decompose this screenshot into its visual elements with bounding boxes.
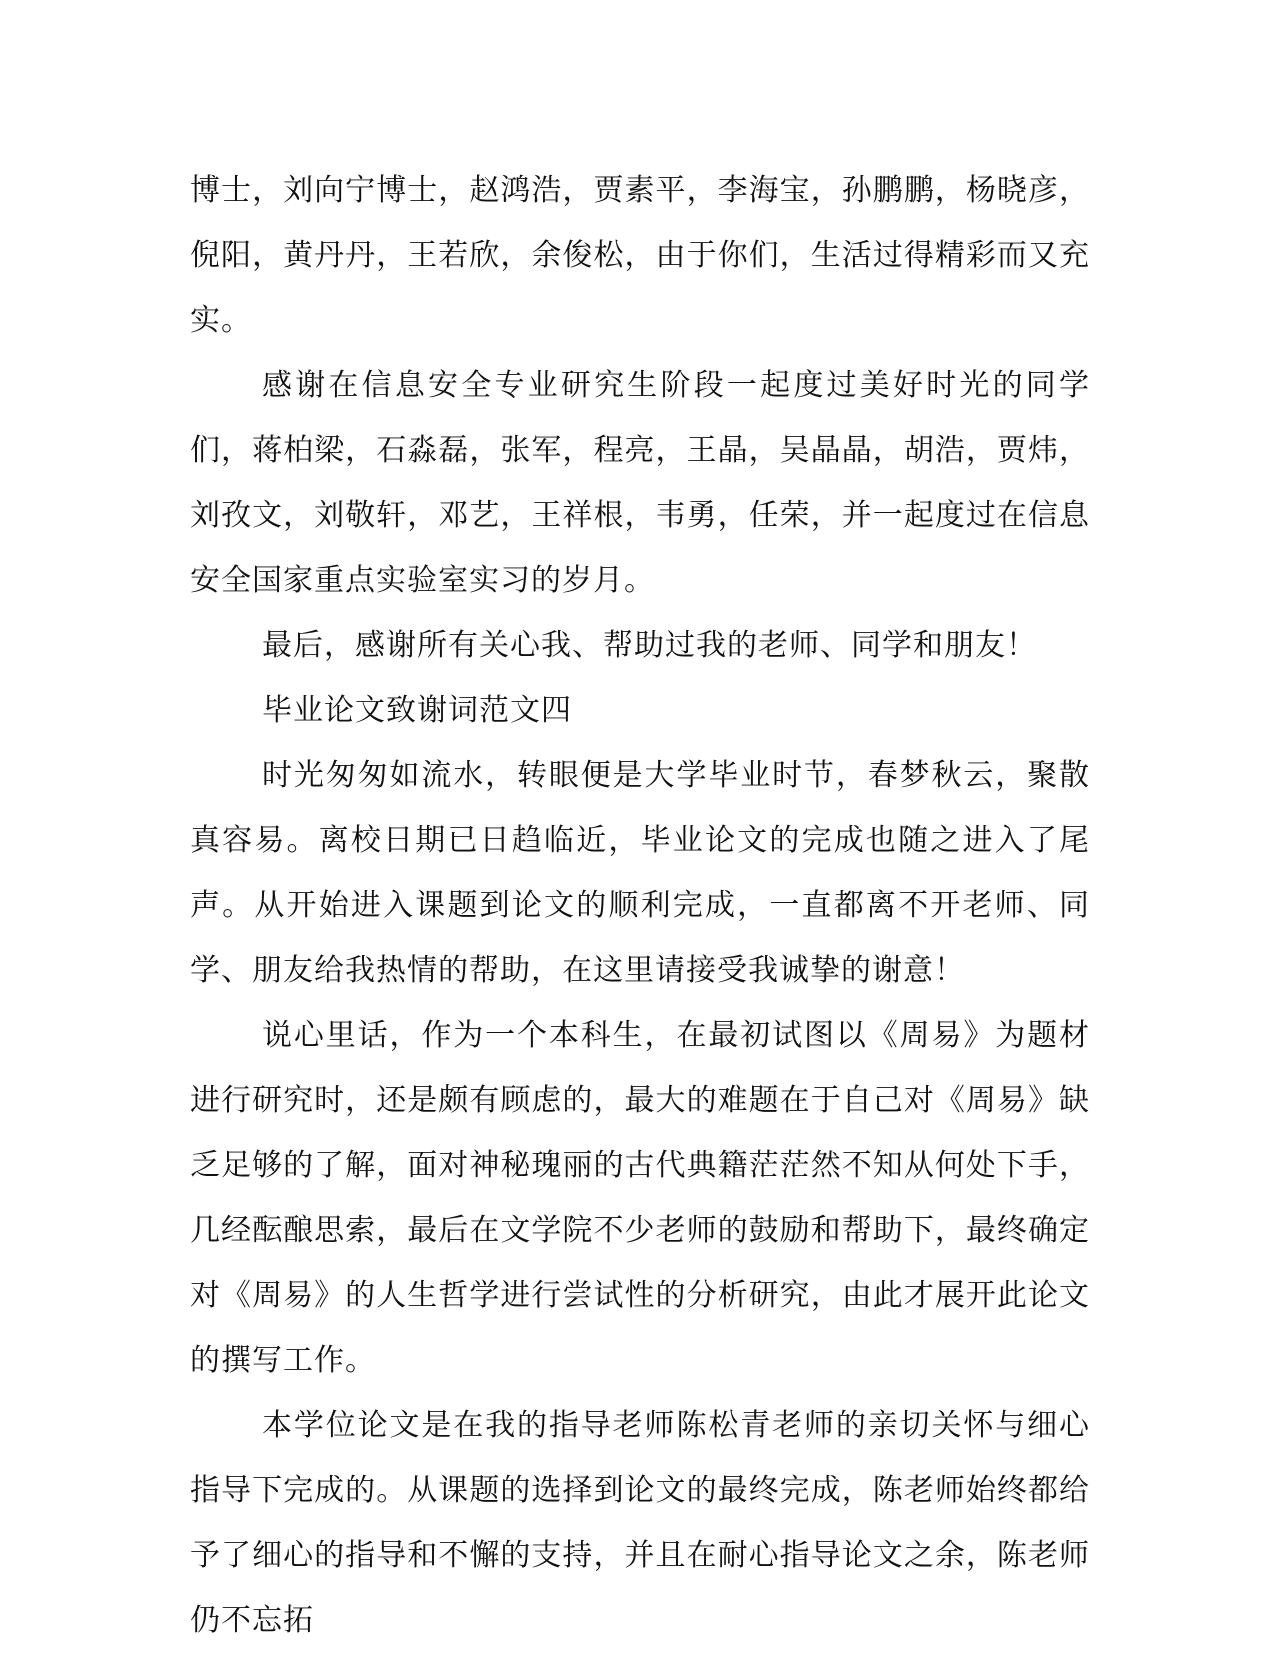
paragraph-acknowledgment-names-continued: 博士，刘向宁博士，赵鸿浩，贾素平，李海宝，孙鹏鹏，杨晓彦，倪阳，黄丹丹，王若欣，余俊松，由于你们，生活过得精彩而又充实。 — [190, 173, 1090, 338]
paragraph-final-thanks: 最后，感谢所有关心我、帮助过我的老师、同学和朋友！ — [262, 628, 1037, 663]
section-heading: 毕业论文致谢词范文四 — [262, 693, 572, 728]
paragraph-classmates-thanks: 感谢在信息安全专业研究生阶段一起度过美好时光的同学们，蒋柏梁，石淼磊，张军，程亮，王晶，吴晶晶，胡浩，贾炜，刘孜文，刘敬轩，邓艺，王祥根，韦勇，任荣，并一起度过在信息安全国家重点实验室实习的岁月。 — [190, 368, 1090, 598]
document-body — [190, 158, 1090, 1653]
paragraph-research-background: 说心里话，作为一个本科生，在最初试图以《周易》为题材进行研究时，还是颇有顾虑的，最大的难题在于自己对《周易》缺乏足够的了解，面对神秘瑰丽的古代典籍茫茫然不知从何处下手，几经酝酿思索，最后在文学院不少老师的鼓励和帮助下，最终确定对《周易》的人生哲学进行尝试性的分析研究，由此才展开此论文的撰写工作。 — [190, 1018, 1090, 1378]
paragraph-intro: 时光匆匆如流水，转眼便是大学毕业时节，春梦秋云，聚散真容易。离校日期已日趋临近，毕业论文的完成也随之进入了尾声。从开始进入课题到论文的顺利完成，一直都离不开老师、同学、朋友给我热情的帮助，在这里请接受我诚挚的谢意！ — [190, 758, 1090, 988]
paragraph-advisor-thanks: 本学位论文是在我的指导老师陈松青老师的亲切关怀与细心指导下完成的。从课题的选择到论文的最终完成，陈老师始终都给予了细心的指导和不懈的支持，并且在耐心指导论文之余，陈老师仍不忘拓 — [190, 1408, 1090, 1638]
